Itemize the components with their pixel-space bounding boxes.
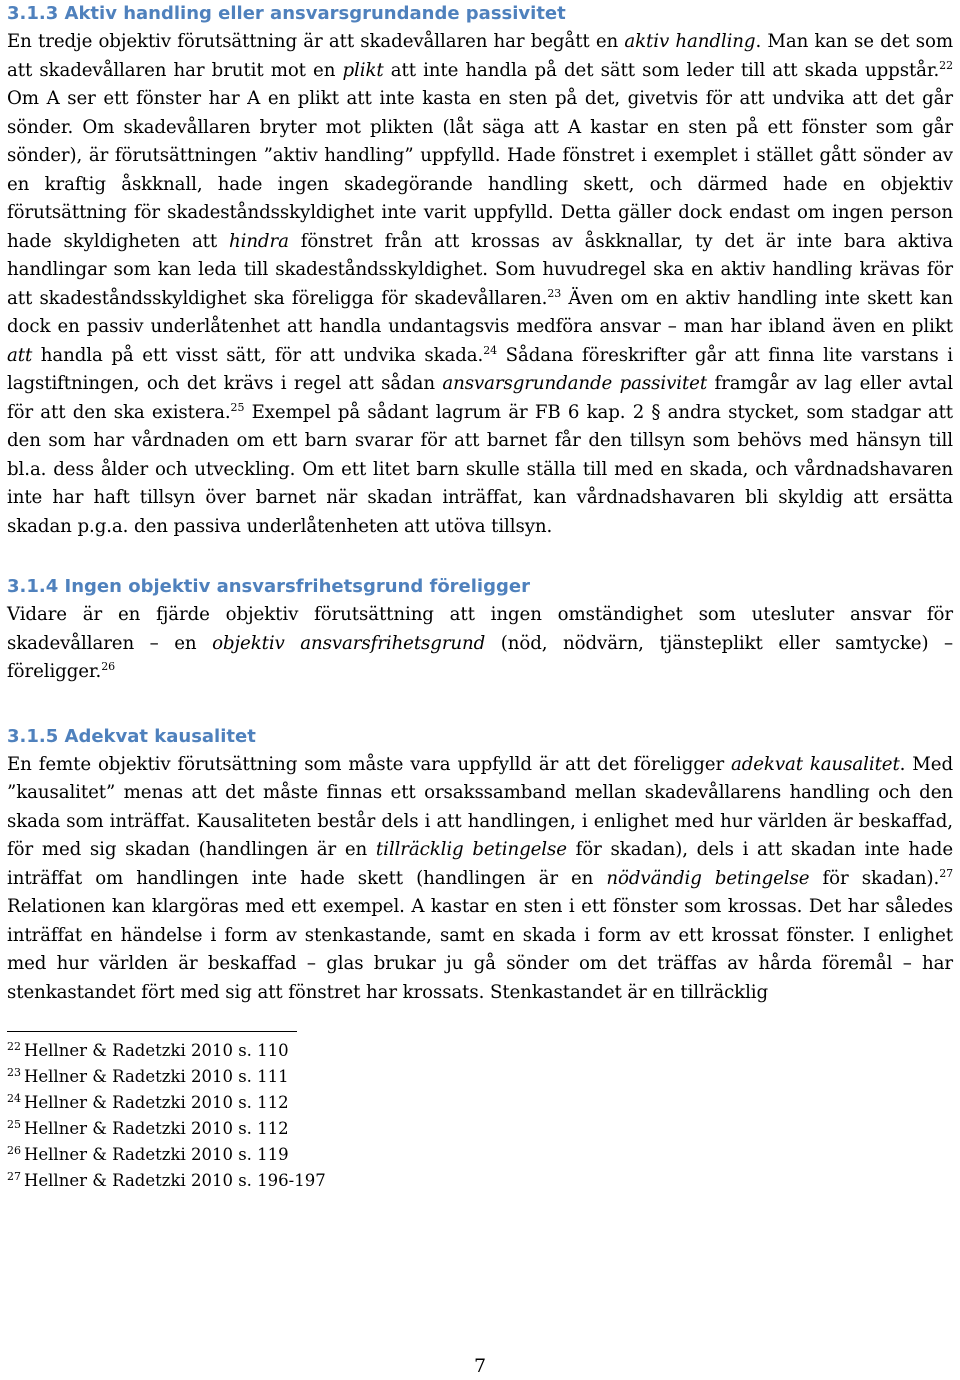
text-run: Sådana föreskrifter går att finna lite varstans i lagstiftningen, och det krävs i regel att sådan	[7, 344, 953, 394]
footnote-item	[7, 1168, 953, 1194]
italic-term: nödvändig betingelse	[606, 867, 810, 889]
footnote-text: Hellner & Radetzki 2010 s. 111	[24, 1067, 289, 1086]
text-run: för skadan).	[809, 867, 940, 889]
text-run: framgår av lag eller avtal för att den ska existera.	[7, 373, 953, 423]
text-run: Vidare är en fjärde objektiv förutsättning att ingen omständighet som utesluter ansvar för skadevållaren – en	[7, 604, 953, 654]
footnote-separator	[7, 1031, 297, 1032]
text-run: En femte objektiv förutsättning som måste vara uppfylld är att det föreligger	[7, 753, 731, 775]
footnote-number: 25	[7, 1117, 21, 1131]
document-page	[7, 0, 953, 1194]
text-run: . Med ”kausalitet” menas att det måste finnas ett orsakssamband mellan skadevållarens handling och den skada som inträffat. Kausaliteten består dels i att handlingen, i enlighet med hur världen är beskaffad, för med sig skadan (handlingen är en	[7, 753, 954, 860]
footnote-ref[interactable]: 26	[101, 659, 116, 673]
footnote-text: Hellner & Radetzki 2010 s. 119	[24, 1145, 289, 1164]
footnote-item	[7, 1090, 953, 1116]
italic-term: att	[7, 344, 33, 366]
italic-term: objektiv ansvarsfrihetsgrund	[212, 632, 486, 654]
section-paragraph-3-1-4	[7, 601, 953, 687]
text-run: Även om en aktiv handling inte skett kan dock en passiv underlåtenhet att handla undantagsvis medföra ansvar – man har ibland även en plikt	[7, 287, 953, 337]
page-number: 7	[473, 1355, 487, 1377]
section-paragraph-3-1-5	[7, 751, 953, 1008]
footnote-ref[interactable]: 27	[939, 866, 953, 880]
section-heading-3-1-4: 3.1.4 Ingen objektiv ansvarsfrihetsgrund föreligger	[7, 576, 530, 597]
italic-term: ansvarsgrundande passivitet	[442, 373, 708, 394]
text-run: Exempel på sådant lagrum är FB 6 kap. 2 § andra stycket, som stadgar att den som har vårdnaden om ett barn svarar för att barnet får den tillsyn som behövs med hänsyn till bl.a. dess ålder och utveckling. Om ett litet barn skulle ställa till med en skada, och vårdnadshavaren inte har haft tillsyn över barnet när skadan inträffat, kan vårdnadshavaren bli skyldig att ersätta skadan p.g.a. den passiva underlåtenheten att utöva tillsyn.	[7, 401, 953, 537]
footnote-ref[interactable]: 25	[230, 400, 245, 414]
footnote-item	[7, 1064, 953, 1090]
footnote-number: 22	[7, 1039, 21, 1053]
footnote-ref[interactable]: 24	[483, 343, 498, 357]
text-run: (nöd, nödvärn, tjänsteplikt eller samtycke) – föreligger.	[7, 632, 954, 682]
italic-term: plikt	[342, 59, 384, 81]
footnote-text: Hellner & Radetzki 2010 s. 112	[24, 1093, 289, 1112]
text-run: för skadan), dels i att skadan inte hade inträffat om handlingen inte hade skett (handlingen är en	[7, 839, 953, 889]
footnote-item	[7, 1142, 953, 1168]
section-heading-3-1-3: 3.1.3 Aktiv handling eller ansvarsgrundande passivitet	[7, 3, 566, 24]
footnote-number: 24	[7, 1091, 21, 1105]
footnote-number: 27	[7, 1169, 21, 1183]
text-run: handla på ett visst sätt, för att undvika skada.	[32, 344, 484, 366]
footnote-ref[interactable]: 23	[547, 286, 562, 300]
section-heading-3-1-5: 3.1.5 Adekvat kausalitet	[7, 725, 256, 747]
text-run: att inte handla på det sätt som leder till att skada uppstår.	[383, 59, 940, 81]
italic-term: aktiv handling	[624, 31, 756, 52]
italic-term: hindra	[228, 230, 289, 252]
footnote-text: Hellner & Radetzki 2010 s. 196-197	[24, 1171, 326, 1190]
italic-term: tillräcklig betingelse	[375, 839, 567, 860]
footnote-ref[interactable]: 22	[939, 58, 953, 72]
text-run: fönstret från att krossas av åskknallar, ty det är inte bara aktiva handlingar som kan leda till skadeståndsskyldighet. Som huvudregel ska en aktiv handling krävas för att skadeståndsskyldighet ska föreligga för skadevållaren.	[7, 230, 953, 309]
italic-term: adekvat kausalitet	[730, 753, 900, 775]
text-run: . Man kan se det som att skadevållaren har brutit mot en	[7, 31, 953, 81]
footnotes	[7, 1038, 953, 1194]
text-run: En tredje objektiv förutsättning är att skadevållaren har begått en	[7, 31, 625, 52]
text-run: Om A ser ett fönster har A en plikt att inte kasta en sten på det, givetvis för att undvika att det går sönder. Om skadevållaren bryter mot plikten (låt säga att A kastar en sten på ett fönster som går sönder), är förutsättningen ”aktiv handling” uppfylld. Hade fönstret i exemplet i stället gått sönder av en kraftig åskknall, hade ingen skadegörande handling skett, och därmed hade en objektiv förutsättning för skadeståndsskyldighet inte varit uppfylld. Detta gäller dock endast om ingen person hade skyldigheten att	[7, 88, 953, 252]
footnote-number: 26	[7, 1143, 21, 1157]
footnote-item	[7, 1116, 953, 1142]
footnote-number: 23	[7, 1065, 21, 1079]
footnote-text: Hellner & Radetzki 2010 s. 110	[24, 1041, 289, 1060]
text-run: Relationen kan klargöras med ett exempel. A kastar en sten i ett fönster som krossas. Det har således inträffat en händelse i form av stenkastande, samt en skada i form av ett krossat fönster. I enlighet med hur världen är beskaffad – glas brukar ju gå sönder om det träffas av hårda föremål – har stenkastandet fört med sig att fönstret har krossats. Stenkastandet är en tillräcklig	[7, 896, 953, 1003]
footnote-item	[7, 1038, 953, 1064]
footnote-text: Hellner & Radetzki 2010 s. 112	[24, 1119, 289, 1138]
section-paragraph-3-1-3	[7, 28, 953, 541]
